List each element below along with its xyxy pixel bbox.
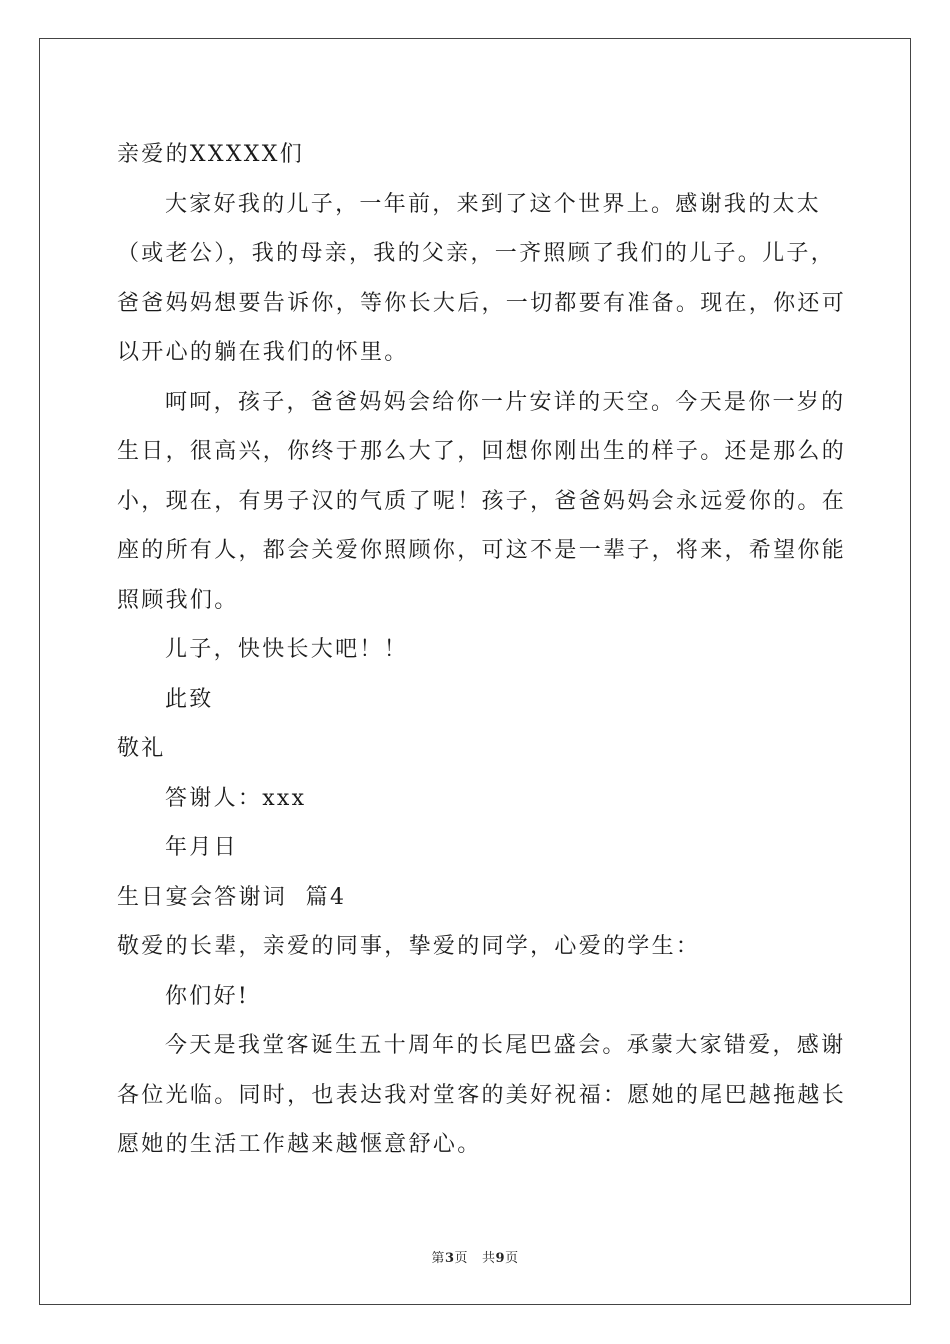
page-prefix: 第 — [431, 1251, 445, 1266]
salutation-2: 敬爱的长辈，亲爱的同事，挚爱的同学，心爱的学生： — [117, 934, 701, 959]
paragraph-4-line-2: 各位光临。同时，也表达我对堂客的美好祝福：愿她的尾巴越拖越长 — [117, 1082, 847, 1108]
total-prefix: 共 — [482, 1251, 496, 1266]
page-total: 9 — [495, 1251, 506, 1266]
paragraph-4-line-3: 愿她的生活工作越来越惬意舒心。 — [117, 1132, 482, 1157]
paragraph-2-line-4: 座的所有人，都会关爱你照顾你，可这不是一辈子，将来，希望你能 — [117, 538, 847, 563]
page-footer — [0, 1247, 950, 1266]
paragraph-1-line-2: （或老公），我的母亲，我的父亲，一齐照顾了我们的儿子。儿子， — [117, 241, 836, 266]
total-suffix: 页 — [505, 1251, 519, 1266]
page-suffix: 页 — [454, 1251, 468, 1266]
paragraph-1-line-4: 以开心的躺在我们的怀里。 — [117, 340, 409, 365]
closing-jing-li: 敬礼 — [117, 736, 166, 761]
paragraph-1-line-3: 爸爸妈妈想要告诉你，等你长大后，一切都要有准备。现在，你还可 — [117, 290, 847, 316]
date-line: 年月日 — [165, 835, 238, 860]
paragraph-1-line-1: 大家好我的儿子，一年前，来到了这个世界上。感谢我的太太 — [165, 191, 822, 217]
salutation: 亲爱的XXXXX们 — [117, 142, 305, 167]
paragraph-2-line-1: 呵呵，孩子，爸爸妈妈会给你一片安详的天空。今天是你一岁的 — [165, 389, 846, 415]
paragraph-2-line-2: 生日，很高兴，你终于那么大了，回想你刚出生的样子。还是那么的 — [117, 439, 847, 464]
section-title: 生日宴会答谢词 篇4 — [117, 884, 347, 910]
closing-ci-zhi: 此致 — [165, 686, 214, 712]
paragraph-2-line-3: 小，现在，有男子汉的气质了呢！孩子，爸爸妈妈会永远爱你的。在 — [117, 488, 847, 514]
greeting: 你们好! — [165, 983, 250, 1009]
paragraph-4-line-1: 今天是我堂客诞生五十周年的长尾巴盛会。承蒙大家错爱，感谢 — [165, 1033, 846, 1058]
document-body — [117, 130, 847, 1170]
paragraph-2-line-5: 照顾我们。 — [117, 587, 239, 613]
paragraph-3: 儿子，快快长大吧！！ — [165, 637, 409, 662]
signer: 答谢人：xxx — [165, 785, 307, 811]
page-current: 3 — [444, 1251, 455, 1266]
